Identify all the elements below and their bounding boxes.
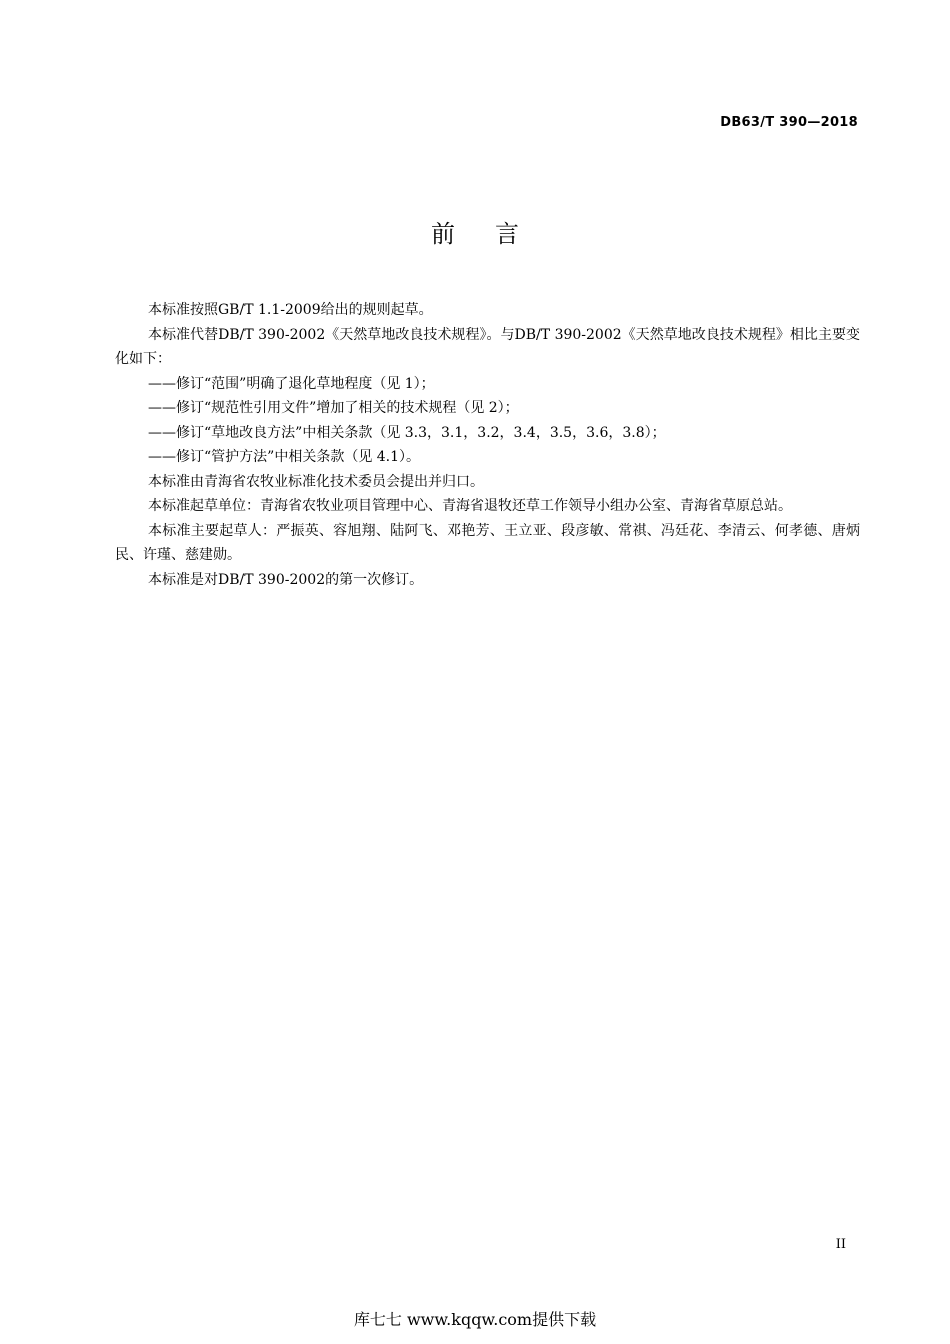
paragraph-replaces-standard: 本标准代替DB/T 390-2002《天然草地改良技术规程》。与DB/T 390-2002《天然草地改良技术规程》相比主要变化如下： (115, 326, 860, 367)
change-item-management-methods: ——修订“管护方法”中相关条款（见 4.1）。 (148, 449, 421, 465)
standard-code: DB63/T 390—2018 (720, 115, 858, 130)
paragraph-proposed-by: 本标准由青海省农牧业标准化技术委员会提出并归口。 (148, 473, 484, 490)
change-item-scope: ——修订“范围”明确了退化草地程度（见 1）； (148, 375, 435, 392)
paragraph-revision-note: 本标准是对DB/T 390-2002的第一次修订。 (148, 571, 424, 588)
paragraph-drafting-rules: 本标准按照GB/T 1.1-2009给出的规则起草。 (148, 302, 433, 318)
page-number: II (835, 1237, 846, 1252)
footer-download-source: 库七七 www.kqqw.com提供下载 (353, 1310, 597, 1329)
paragraph-drafting-units: 本标准起草单位：青海省农牧业项目管理中心、青海省退牧还草工作领导小组办公室、青海省草原总站。 (148, 498, 792, 514)
paragraph-drafters: 本标准主要起草人：严振英、容旭翔、陆阿飞、邓艳芳、王立亚、段彦敏、常祺、冯廷花、李清云、何孝德、唐炳民、许瑾、慈建勋。 (115, 522, 860, 563)
change-item-improvement-methods: ——修订“草地改良方法”中相关条款（见 3.3，3.1，3.2，3.4，3.5，3.6，3.8）； (148, 424, 666, 441)
page-title: 前言 (431, 220, 559, 248)
foreword-body (115, 298, 860, 592)
change-item-normative-references: ——修订“规范性引用文件”增加了相关的技术规程（见 2）； (148, 400, 519, 416)
